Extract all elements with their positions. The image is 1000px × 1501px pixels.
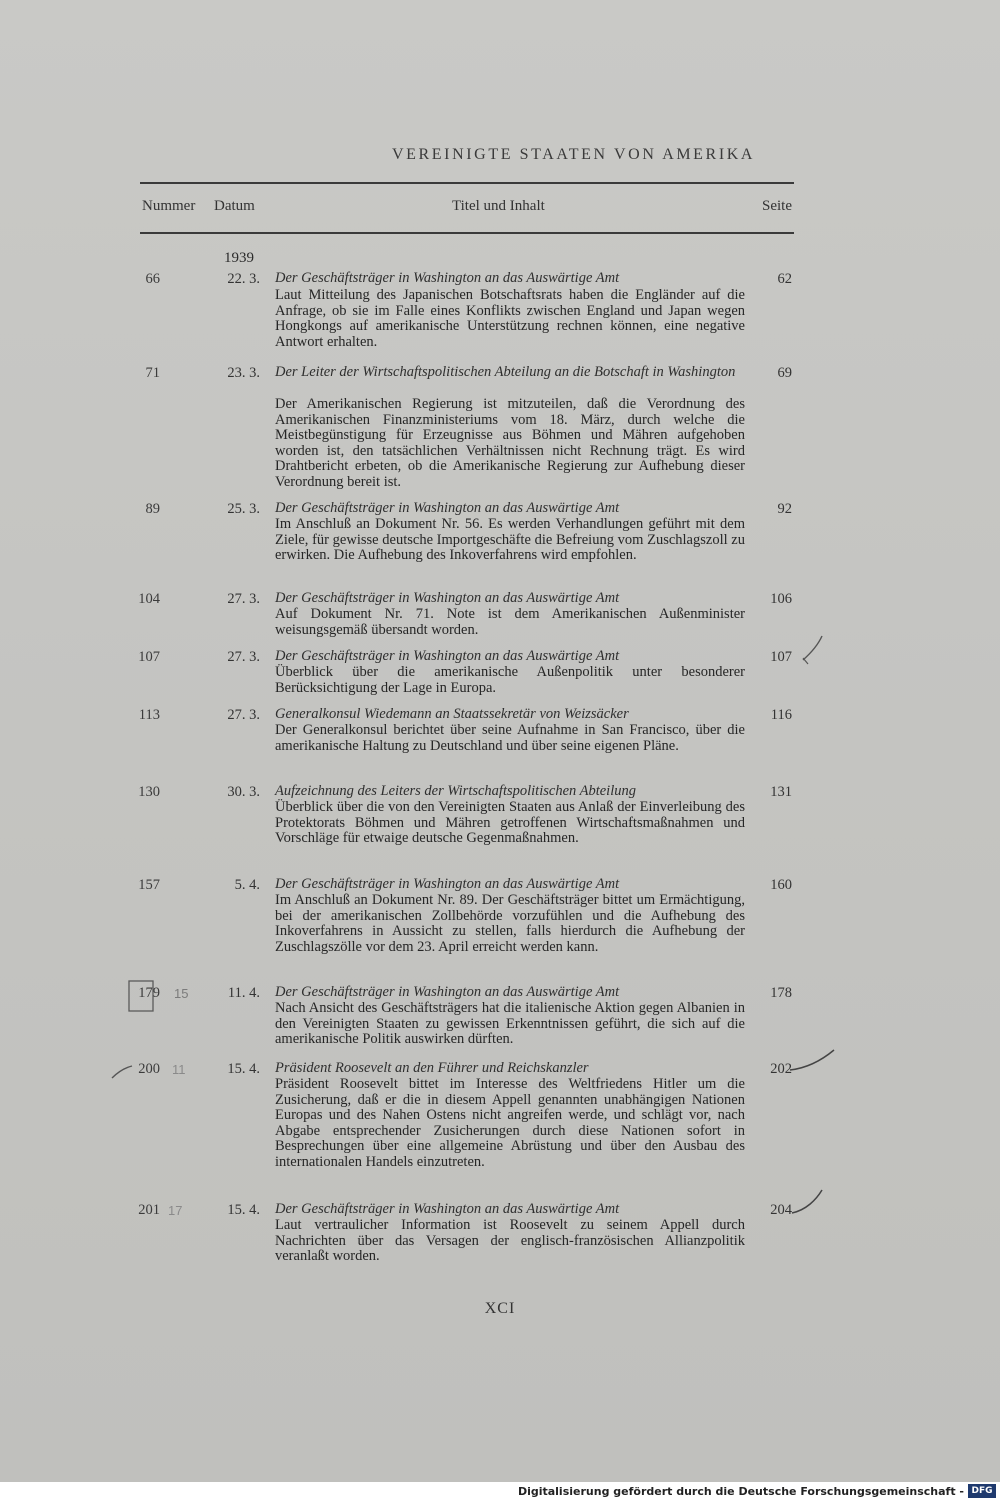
entry-number: 71 (145, 365, 160, 381)
entry-title: Der Leiter der Wirtschaftspolitischen Abteilung an die Botschaft in Washington (275, 364, 736, 380)
entry-title: Der Geschäftsträger in Washington an das Auswärtige Amt (275, 984, 620, 1000)
entry-date: 5. 4. (234, 877, 260, 893)
entry-number: 157 (138, 877, 160, 893)
entry-page: 92 (777, 501, 792, 517)
entry-date: 15. 4. (227, 1202, 260, 1218)
entry-body: Auf Dokument Nr. 71. Note ist dem Amerikanischen Außenminister weisungsgemäß übersandt worden. (275, 606, 745, 638)
entry-number: 130 (138, 784, 160, 800)
entry-page: 160 (770, 877, 792, 893)
entry-body: Der Amerikanischen Regierung ist mitzuteilen, daß die Verordnung des Amerikanischen Finanzministeriums vom 18. März, durch welche die Meistbegünstigung für Erzeugnisse aus Böhmen und Mähren aufgehoben worden ist, den tatsächlichen Verhältnissen nicht Rechnung trägt. Es wird Drahtbericht erbeten, ob die Amerikanische Regierung zur Aufhebung dieser Verordnung bereit ist. (275, 396, 745, 490)
footer-bar (0, 1482, 1000, 1501)
entry-page: 202 (770, 1061, 792, 1077)
column-header-nummer: Nummer (142, 198, 196, 214)
entry-body: Der Generalkonsul berichtet über seine Aufnahme in San Francisco, über die amerikanische Haltung zu Deutschland und über seine eigenen Pläne. (275, 722, 745, 754)
entry-date: 15. 4. (227, 1061, 260, 1077)
pencil-note: 15 (174, 986, 189, 1001)
entry-number: 107 (138, 649, 160, 665)
entry-date: 27. 3. (227, 707, 260, 723)
entry-page: 69 (777, 365, 792, 381)
entry-body: Überblick über die amerikanische Außenpolitik unter besonderer Berücksichtigung der Lage in Europa. (275, 664, 745, 696)
entry-title: Der Geschäftsträger in Washington an das Auswärtige Amt (275, 590, 620, 606)
column-header-titel: Titel und Inhalt (452, 198, 545, 214)
entry-page: 107 (770, 649, 792, 665)
entry-title: Der Geschäftsträger in Washington an das Auswärtige Amt (275, 876, 620, 892)
entry-body: Laut Mitteilung des Japanischen Botschaftsrats haben die Engländer auf die Anfrage, ob sie im Falle eines Konflikts zwischen England und Japan wegen Hongkongs auf amerikanische Unterstützung rechnen können, eine negative Antwort erhalten. (275, 287, 745, 350)
entry-number: 89 (145, 501, 160, 517)
entry-title: Der Geschäftsträger in Washington an das Auswärtige Amt (275, 648, 620, 664)
entry-date: 27. 3. (227, 649, 260, 665)
entry-title: Der Geschäftsträger in Washington an das Auswärtige Amt (275, 1201, 620, 1217)
entry-date: 27. 3. (227, 591, 260, 607)
entry-title: Der Geschäftsträger in Washington an das Auswärtige Amt (275, 270, 620, 286)
entry-title: Der Geschäftsträger in Washington an das Auswärtige Amt (275, 500, 620, 516)
entry-number: 179 (138, 985, 160, 1001)
entry-body: Präsident Roosevelt bittet im Interesse des Weltfriedens Hitler um die Zusicherung, daß er die in diesem Appell genannten unabhängigen Nationen Europas und des Nahen Ostens nicht angreifen werde, und schlägt vor, nach Abgabe entsprechender Zusicherungen durch diese Nationen sofort in Besprechungen über eine allgemeine Abrüstung und über den Ausbau des internationalen Handels einzutreten. (275, 1076, 745, 1170)
page-number: XCI (484, 1300, 516, 1317)
entry-number: 201 (138, 1202, 160, 1218)
pencil-note: 17 (168, 1203, 183, 1218)
year-label: 1939 (224, 250, 254, 266)
entry-page: 62 (777, 271, 792, 287)
entry-date: 30. 3. (227, 784, 260, 800)
entry-page: 106 (770, 591, 792, 607)
entry-date: 25. 3. (227, 501, 260, 517)
entry-body: Im Anschluß an Dokument Nr. 56. Es werden Verhandlungen geführt mit dem Ziele, für gewisse deutsche Importgeschäfte die Befreiung vom Zuschlagszoll zu erwirken. Die Aufhebung des Inkoverfahrens wird empfohlen. (275, 516, 745, 563)
column-header-datum: Datum (214, 198, 255, 214)
entry-title: Präsident Roosevelt an den Führer und Reichskanzler (275, 1060, 589, 1076)
entry-title: Generalkonsul Wiedemann an Staatssekretär von Weizsäcker (275, 706, 629, 722)
entry-date: 11. 4. (227, 985, 260, 1001)
entry-body: Überblick über die von den Vereinigten Staaten aus Anlaß der Einverleibung des Protektorats Böhmen und Mähren getroffenen Wirtschaftsmaßnahmen und Vorschläge für etwaige deutsche Gegenmaßnahmen. (275, 799, 745, 846)
entry-number: 200 (138, 1061, 160, 1077)
footer-credit: Digitalisierung gefördert durch die Deutsche Forschungsgemeinschaft - (517, 1485, 964, 1498)
entry-page: 204 (770, 1202, 792, 1218)
entry-number: 104 (138, 591, 160, 607)
entry-body: Nach Ansicht des Geschäftsträgers hat die italienische Aktion gegen Albanien in den Vereinigten Staaten zu gewissen Erkenntnissen geführt, die sich auf die amerikanische Politik auswirken dürften. (275, 1000, 745, 1047)
dfg-logo: DFG (968, 1484, 996, 1498)
entry-number: 66 (145, 271, 160, 287)
column-header-seite: Seite (762, 198, 792, 214)
entry-number: 113 (138, 707, 160, 723)
entry-body: Laut vertraulicher Information ist Roosevelt zu seinem Appell durch Nachrichten über das Versagen der englisch-französischen Allianzpolitik veranlaßt worden. (275, 1217, 745, 1264)
running-title: VEREINIGTE STAATEN VON AMERIKA (392, 146, 756, 163)
entry-title: Aufzeichnung des Leiters der Wirtschaftspolitischen Abteilung (275, 783, 636, 799)
entry-body: Im Anschluß an Dokument Nr. 89. Der Geschäftsträger bittet um Ermächtigung, bei der amerikanischen Zollbehörde vorzufühlen und die Aufhebung des Inkoverfahrens in Aussicht zu stellen, falls hierdurch die Aufhebung der Zuschlagszölle vor dem 23. April erreicht werden kann. (275, 892, 745, 955)
entry-page: 116 (770, 707, 792, 723)
entry-page: 131 (770, 784, 792, 800)
entry-page: 178 (770, 985, 792, 1001)
entry-date: 22. 3. (227, 271, 260, 287)
entry-date: 23. 3. (227, 365, 260, 381)
pencil-note: 11 (172, 1062, 186, 1077)
